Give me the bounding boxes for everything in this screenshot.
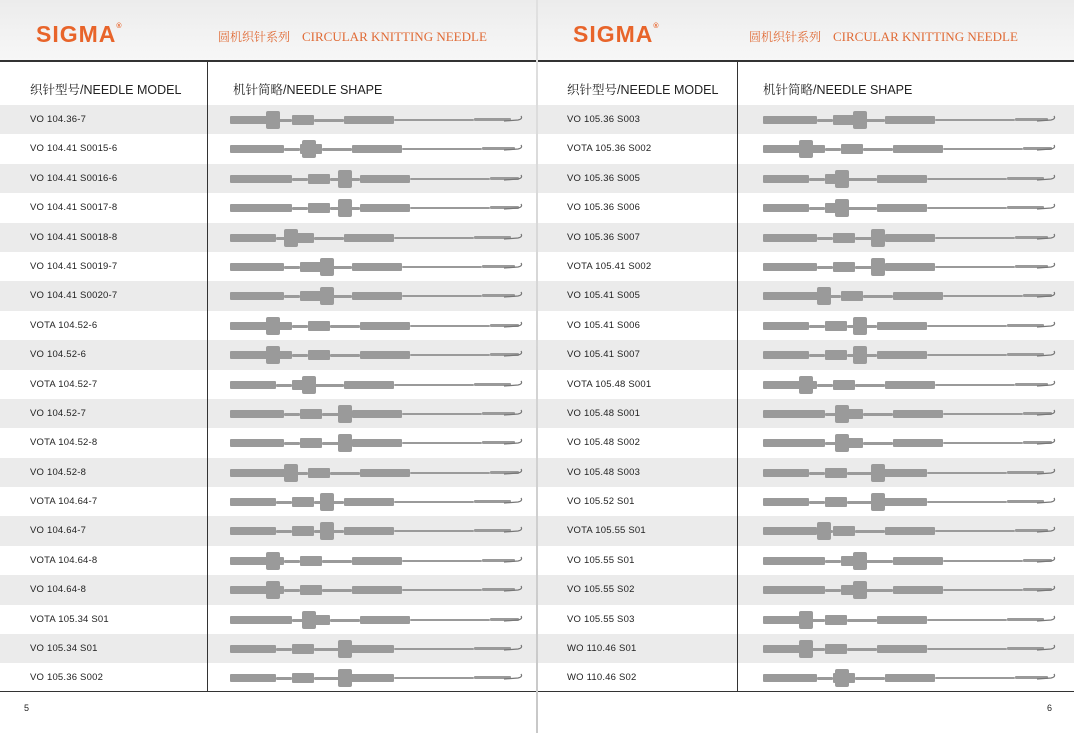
- needle-model-label: VO 105.48 S003: [567, 466, 641, 478]
- needle-shape-icon: [759, 285, 1059, 307]
- table-row: [537, 605, 1074, 634]
- needle-model-label: VO 105.48 S001: [567, 407, 641, 419]
- needle-shape-icon: [226, 227, 526, 249]
- table-row: [0, 281, 537, 310]
- table-row: [0, 546, 537, 575]
- needle-model-label: VO 104.64-7: [30, 525, 87, 537]
- needle-model-label: VO 104.52-8: [30, 466, 87, 478]
- table-bottom-rule: [537, 691, 1074, 692]
- table-row: [537, 370, 1074, 399]
- right-page: [537, 0, 1074, 733]
- table-row: [537, 193, 1074, 222]
- needle-shape-icon: [759, 227, 1059, 249]
- needle-model-label: VO 104.41 S0019-7: [30, 260, 118, 272]
- table-bottom-rule: [0, 691, 537, 692]
- header-title: 圆机织针系列 CIRCULAR KNITTING NEEDLE: [749, 29, 1018, 44]
- needle-shape-icon: [226, 638, 526, 660]
- needle-shape-icon: [226, 374, 526, 396]
- needle-model-label: VO 104.36-7: [30, 114, 87, 125]
- column-divider: [207, 62, 208, 691]
- model-column-header: 织针型号/NEEDLE MODEL: [30, 83, 182, 97]
- table-row: [0, 134, 537, 163]
- shape-column-header: 机针简略/NEEDLE SHAPE: [233, 83, 383, 97]
- needle-shape-icon: [759, 403, 1059, 425]
- table-row: [537, 281, 1074, 310]
- needle-model-label: VO 104.41 S0017-8: [30, 202, 118, 214]
- needle-shape-icon: [759, 197, 1059, 219]
- needle-model-label: VO 105.55 S02: [567, 584, 635, 596]
- needle-shape-icon: [226, 138, 526, 160]
- needle-shape-icon: [759, 432, 1059, 454]
- needle-shape-icon: [759, 520, 1059, 542]
- table-row: [537, 134, 1074, 163]
- needle-shape-icon: [759, 550, 1059, 572]
- needle-shape-icon: [226, 256, 526, 278]
- needle-model-label: VO 105.36 S003: [567, 114, 641, 125]
- table-row: [0, 605, 537, 634]
- needle-shape-icon: [759, 168, 1059, 190]
- needle-shape-icon: [226, 403, 526, 425]
- table-row: [537, 663, 1074, 692]
- table-row: [0, 164, 537, 193]
- brand-logo: SIGMA®: [36, 21, 123, 47]
- needle-shape-icon: [226, 579, 526, 601]
- needle-shape-icon: [226, 285, 526, 307]
- needle-shape-icon: [226, 520, 526, 542]
- table-row: [537, 223, 1074, 252]
- needle-shape-icon: [226, 491, 526, 513]
- table-row: [0, 575, 537, 604]
- table-row: [0, 311, 537, 340]
- table-row: [537, 164, 1074, 193]
- column-headers: [537, 62, 1074, 104]
- needle-shape-icon: [759, 344, 1059, 366]
- page-number: 5: [24, 703, 30, 713]
- model-column-header: 织针型号/NEEDLE MODEL: [567, 83, 719, 97]
- page-fold: [536, 0, 538, 733]
- needle-model-label: VOTA 104.52-6: [30, 319, 98, 331]
- page-header: [537, 0, 1074, 62]
- needle-shape-icon: [759, 491, 1059, 513]
- needle-model-label: VO 104.52-6: [30, 349, 87, 361]
- page-number: 6: [1046, 703, 1052, 713]
- needle-shape-icon: [226, 344, 526, 366]
- needle-shape-icon: [759, 315, 1059, 337]
- needle-model-label: VOTA 105.34 S01: [30, 613, 109, 625]
- needle-shape-icon: [759, 579, 1059, 601]
- needle-model-label: VO 105.36 S007: [567, 231, 641, 243]
- needle-shape-icon: [759, 638, 1059, 660]
- needle-model-label: VO 105.41 S007: [567, 349, 641, 361]
- needle-model-label: VOTA 104.64-7: [30, 496, 98, 508]
- table-row: [537, 399, 1074, 428]
- needle-model-label: VOTA 105.48 S001: [567, 378, 652, 390]
- needle-model-label: VOTA 104.52-8: [30, 437, 98, 449]
- table-row: [0, 663, 537, 692]
- needle-shape-icon: [759, 609, 1059, 631]
- needle-shape-icon: [226, 667, 526, 689]
- table-row: [0, 634, 537, 663]
- table-row: [0, 516, 537, 545]
- table-row: [537, 458, 1074, 487]
- needle-shape-icon: [226, 609, 526, 631]
- needle-model-label: VO 105.55 S01: [567, 554, 635, 566]
- needle-model-label: VO 105.41 S006: [567, 319, 641, 331]
- table-row: [0, 223, 537, 252]
- needle-shape-icon: [226, 462, 526, 484]
- needle-model-label: VO 104.41 S0020-7: [30, 290, 118, 302]
- table-row: [537, 252, 1074, 281]
- needle-shape-icon: [759, 462, 1059, 484]
- needle-model-label: VO 105.55 S03: [567, 613, 635, 625]
- needle-model-label: VO 105.48 S002: [567, 437, 641, 449]
- table-row: [0, 458, 537, 487]
- needle-model-label: VO 104.64-8: [30, 584, 87, 596]
- needle-model-label: VOTA 105.55 S01: [567, 525, 646, 537]
- table-row: [537, 516, 1074, 545]
- needle-shape-icon: [226, 315, 526, 337]
- needle-shape-icon: [226, 109, 526, 131]
- column-divider: [737, 62, 738, 691]
- needle-model-label: VO 105.34 S01: [30, 643, 98, 655]
- needle-model-label: VO 104.41 S0018-8: [30, 231, 118, 243]
- needle-model-label: VOTA 105.36 S002: [567, 143, 652, 155]
- table-row: [0, 252, 537, 281]
- table-row: [537, 634, 1074, 663]
- needle-model-label: VO 104.41 S0016-6: [30, 172, 118, 184]
- needle-model-label: VO 104.52-7: [30, 407, 87, 419]
- needle-shape-icon: [759, 667, 1059, 689]
- needle-shape-icon: [226, 168, 526, 190]
- column-headers: [0, 62, 537, 104]
- brand-logo: SIGMA®: [573, 21, 660, 47]
- shape-column-header: 机针简略/NEEDLE SHAPE: [763, 83, 913, 97]
- needle-shape-icon: [759, 374, 1059, 396]
- needle-model-label: VO 105.36 S005: [567, 172, 641, 184]
- needle-model-label: WO 110.46 S02: [567, 672, 637, 684]
- page-header: [0, 0, 537, 62]
- needle-model-label: VO 105.52 S01: [567, 496, 635, 508]
- table-row: [0, 428, 537, 457]
- table-row: [0, 340, 537, 369]
- table-row: [537, 487, 1074, 516]
- table-row: [537, 105, 1074, 134]
- needle-model-label: VO 105.36 S002: [30, 672, 104, 684]
- needle-shape-icon: [759, 138, 1059, 160]
- table-row: [0, 399, 537, 428]
- table-row: [537, 428, 1074, 457]
- needle-model-label: VO 105.41 S005: [567, 290, 641, 302]
- table-row: [0, 193, 537, 222]
- needle-table: [537, 105, 1074, 693]
- table-row: [537, 311, 1074, 340]
- needle-model-label: VOTA 105.41 S002: [567, 260, 652, 272]
- needle-shape-icon: [226, 550, 526, 572]
- needle-table: [0, 105, 537, 693]
- needle-model-label: VOTA 104.52-7: [30, 378, 98, 390]
- needle-shape-icon: [759, 256, 1059, 278]
- needle-shape-icon: [226, 432, 526, 454]
- table-row: [537, 340, 1074, 369]
- needle-model-label: VO 105.36 S006: [567, 202, 641, 214]
- table-row: [537, 575, 1074, 604]
- header-title: 圆机织针系列 CIRCULAR KNITTING NEEDLE: [218, 29, 487, 44]
- needle-model-label: VOTA 104.64-8: [30, 554, 98, 566]
- table-row: [0, 370, 537, 399]
- needle-model-label: VO 104.41 S0015-6: [30, 143, 118, 155]
- needle-shape-icon: [226, 197, 526, 219]
- table-row: [537, 546, 1074, 575]
- needle-model-label: WO 110.46 S01: [567, 643, 637, 655]
- table-row: [0, 487, 537, 516]
- needle-shape-icon: [759, 109, 1059, 131]
- table-row: [0, 105, 537, 134]
